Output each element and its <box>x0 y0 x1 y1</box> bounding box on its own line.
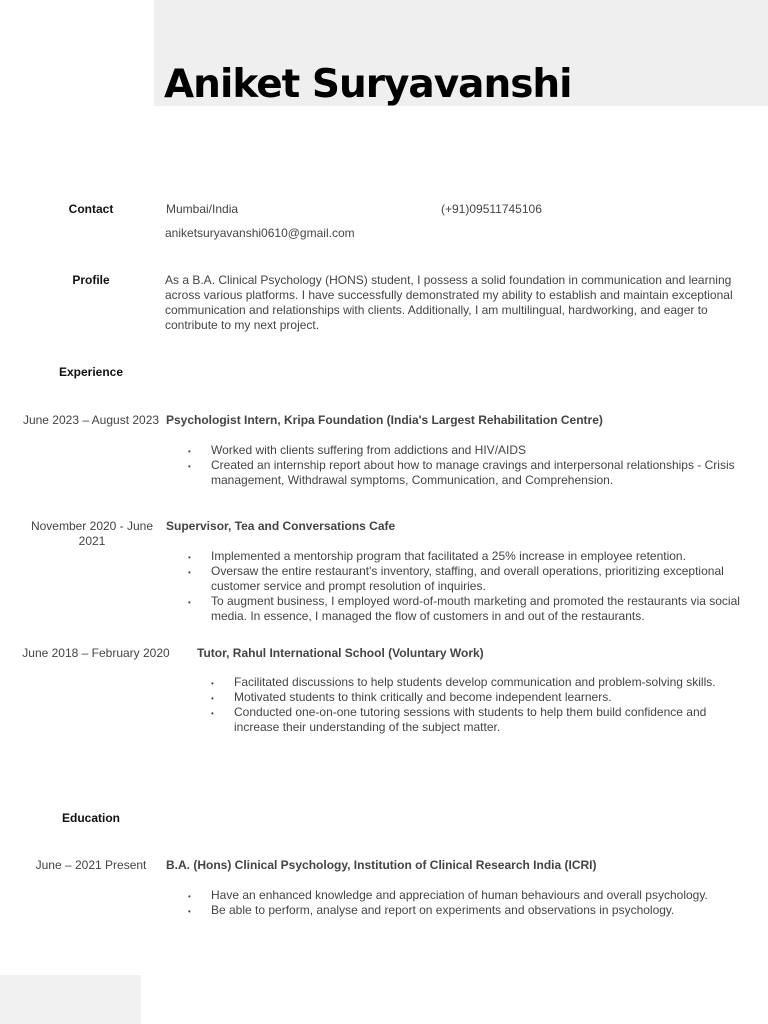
experience-title: Supervisor, Tea and Conversations Cafe <box>166 519 396 533</box>
list-item: • Created an internship report about how to manage cravings and interpersonal relationships - Crisis management, Withdrawal symptoms, Communication, and Comprehension. <box>166 458 746 488</box>
list-item: • Have an enhanced knowledge and appreciation of human behaviours and overall psychology. <box>166 888 746 903</box>
list-item: • Motivated students to think critically and become independent learners. <box>189 690 749 705</box>
experience-bullets <box>189 675 749 735</box>
experience-bullets <box>166 549 746 624</box>
contact-phone: (+91)09511745106 <box>441 202 542 216</box>
experience-bullets <box>166 443 746 488</box>
experience-date: June 2018 – February 2020 <box>22 646 170 660</box>
list-item: • Worked with clients suffering from addictions and HIV/AIDS <box>166 443 746 458</box>
list-item: • Conducted one-on-one tutoring sessions with students to help them build confidence and increase their understanding of the subject matter. <box>189 705 749 735</box>
profile-label: Profile <box>72 273 110 287</box>
candidate-name: Aniket Suryavanshi <box>164 62 572 107</box>
list-item: • Oversaw the entire restaurant's inventory, staffing, and overall operations, prioritizing exceptional customer service and prompt resolution of inquiries. <box>166 564 746 594</box>
profile-text: As a B.A. Clinical Psychology (HONS) student, I possess a solid foundation in communication and learning across various platforms. I have successfully demonstrated my ability to establish and maintain exceptional communication and relationships with clients. Additionally, I am multilingual, hardworking, and eager to contribute to my next project. <box>165 273 733 332</box>
experience-date: June 2023 – August 2023 <box>22 413 160 427</box>
experience-date: November 2020 - June 2021 <box>30 519 154 548</box>
list-item: • To augment business, I employed word-of-mouth marketing and promoted the restaurants via social media. In essence, I managed the flow of customers in and out of the restaurants. <box>166 594 746 624</box>
contact-label: Contact <box>68 202 114 216</box>
list-item: • Facilitated discussions to help students develop communication and problem-solving skills. <box>189 675 749 690</box>
experience-title: Psychologist Intern, Kripa Foundation (India's Largest Rehabilitation Centre) <box>166 413 603 427</box>
education-bullets <box>166 888 746 918</box>
contact-location: Mumbai/India <box>166 202 239 216</box>
contact-email: aniketsuryavanshi0610@gmail.com <box>165 226 355 240</box>
experience-title: Tutor, Rahul International School (Voluntary Work) <box>197 646 484 660</box>
list-item: • Implemented a mentorship program that facilitated a 25% increase in employee retention. <box>166 549 746 564</box>
footer-background <box>0 975 141 1024</box>
education-label: Education <box>61 811 120 825</box>
education-date: June – 2021 Present <box>35 858 147 872</box>
education-title: B.A. (Hons) Clinical Psychology, Institution of Clinical Research India (ICRI) <box>166 858 597 872</box>
experience-label: Experience <box>58 365 124 379</box>
list-item: • Be able to perform, analyse and report on experiments and observations in psychology. <box>166 903 746 918</box>
